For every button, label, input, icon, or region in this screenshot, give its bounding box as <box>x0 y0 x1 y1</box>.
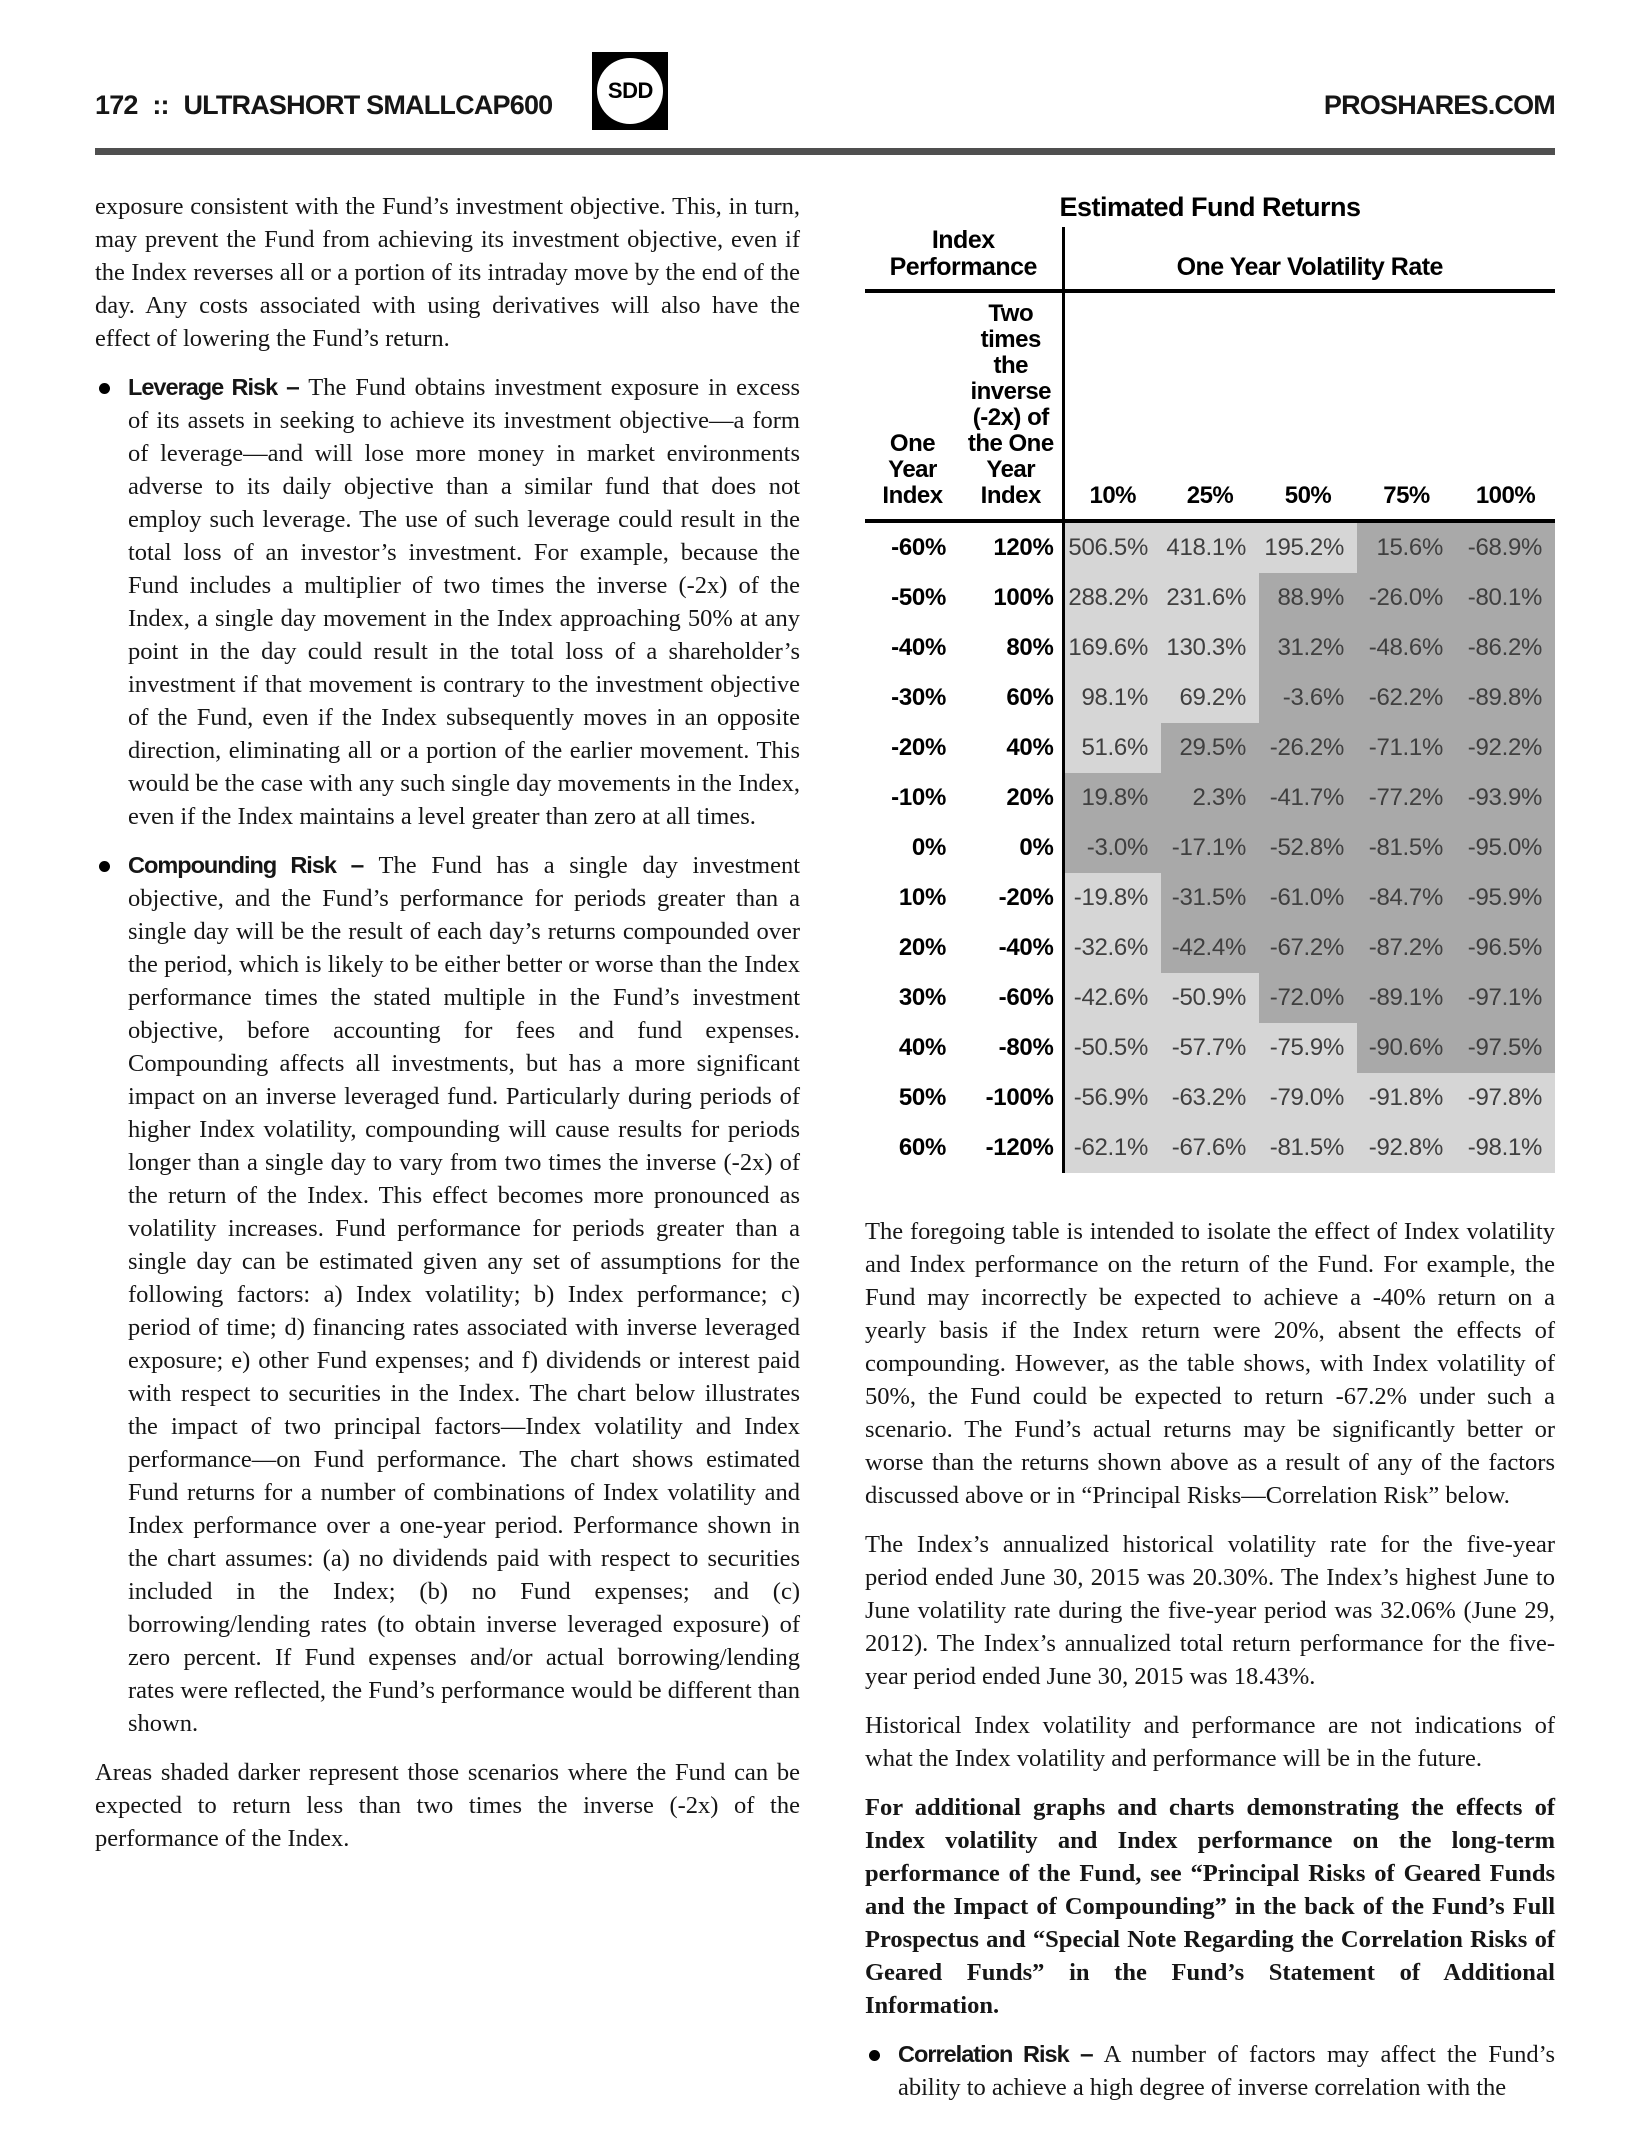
col-header-one-year-index: One Year Index <box>865 291 960 521</box>
fund-return-cell: -42.6% <box>1063 973 1161 1023</box>
col-header-two-times-inverse: Two times the inverse (-2x) of the One Year Index <box>960 291 1063 521</box>
col-group-index-performance: Index Performance <box>865 227 1063 291</box>
fund-return-cell: 51.6% <box>1063 723 1161 773</box>
index-performance-cell: 0% <box>911 834 946 861</box>
inverse-performance-cell: 0% <box>960 823 1063 873</box>
vol-rate-header: 50% <box>1259 291 1357 521</box>
fund-return-cell: -56.9% <box>1063 1073 1161 1123</box>
fund-return-cell: 418.1% <box>1161 521 1259 573</box>
estimated-fund-returns-table <box>865 227 1555 1173</box>
future-disclaimer-paragraph: Historical Index volatility and performance are not indications of what the Index volatility and performance will be in the future. <box>865 1712 1555 1772</box>
fund-return-cell: -95.9% <box>1456 873 1555 923</box>
intro-paragraph: exposure consistent with the Fund’s investment objective. This, in turn, may prevent the Fund from achieving its investment objective, even if the Index reverses all or a portion of its intraday move by the end of the day. Any costs associated with using derivatives will also have the effect of lowering the Fund’s return. <box>95 193 800 352</box>
inverse-performance-cell: 60% <box>960 673 1063 723</box>
inverse-performance-cell: 80% <box>960 623 1063 673</box>
vol-rate-header: 100% <box>1456 291 1555 521</box>
risk-label: Leverage Risk <box>128 374 278 400</box>
fund-return-cell: -81.5% <box>1357 823 1456 873</box>
returns-table-body <box>865 521 1555 1173</box>
fund-return-cell: -67.6% <box>1161 1123 1259 1173</box>
inverse-performance-cell: -40% <box>960 923 1063 973</box>
fund-return-cell: -19.8% <box>1063 873 1161 923</box>
website-text: PROSHARES.COM <box>1323 90 1555 120</box>
correlation-risk-paragraph <box>898 2038 1555 2104</box>
vol-rate-header: 10% <box>1063 291 1161 521</box>
fund-return-cell: -97.8% <box>1456 1073 1555 1123</box>
fund-return-cell: -68.9% <box>1456 521 1555 573</box>
index-performance-cell: -50% <box>891 584 946 611</box>
col-group-volatility-rate: One Year Volatility Rate <box>1063 227 1555 291</box>
fund-return-cell: 130.3% <box>1161 623 1259 673</box>
table-row <box>865 1023 1555 1073</box>
fund-return-cell: 169.6% <box>1063 623 1161 673</box>
fund-return-cell: 88.9% <box>1259 573 1357 623</box>
table-row <box>865 521 1555 573</box>
header-rule <box>95 148 1555 155</box>
index-performance-cell: -30% <box>891 684 946 711</box>
fund-return-cell: -75.9% <box>1259 1023 1357 1073</box>
fund-return-cell: -89.8% <box>1456 673 1555 723</box>
fund-return-cell: 31.2% <box>1259 623 1357 673</box>
fund-return-cell: -50.5% <box>1063 1023 1161 1073</box>
table-row <box>865 1073 1555 1123</box>
page-header <box>95 50 1555 130</box>
fund-return-cell: -62.1% <box>1063 1123 1161 1173</box>
index-performance-cell: -10% <box>891 784 946 811</box>
inverse-performance-cell: 100% <box>960 573 1063 623</box>
table-row <box>865 723 1555 773</box>
table-row <box>865 1123 1555 1173</box>
fund-return-cell: 29.5% <box>1161 723 1259 773</box>
index-performance-cell: -20% <box>891 734 946 761</box>
fund-return-cell: -87.2% <box>1357 923 1456 973</box>
index-performance-cell: 10% <box>898 884 946 911</box>
fund-logo <box>592 52 668 130</box>
fund-return-cell: 288.2% <box>1063 573 1161 623</box>
fund-return-cell: 19.8% <box>1063 773 1161 823</box>
risk-text: The Fund obtains investment exposure in excess of its assets in seeking to achieve its investment objective—a form of leverage—and will lose more money in market environments adverse to its daily objective than a similar fund that does not employ such leverage. The use of such leverage could result in the total loss of an investor’s investment. For example, because the Fund includes a multiplier of two times the inverse (-2x) of the Index, a single day movement in the Index approaching 50% at any point in the day could result in the total loss of a shareholder’s investment if that movement is contrary to the investment objective of the Fund, even if the Index subsequently moves in an opposite direction, eliminating all or a portion of the earlier movement. This would be the case with any such single day movements in the Index, even if the Index maintains a level greater than zero at all times. <box>128 374 801 830</box>
left-column <box>95 190 800 2120</box>
fund-return-cell: -26.2% <box>1259 723 1357 773</box>
risk-label: Compounding Risk <box>128 852 336 878</box>
fund-return-cell: -97.5% <box>1456 1023 1555 1073</box>
fund-return-cell: -81.5% <box>1259 1123 1357 1173</box>
compounding-risk-paragraph <box>128 849 800 1740</box>
inverse-performance-cell: -80% <box>960 1023 1063 1073</box>
fund-return-cell: -48.6% <box>1357 623 1456 673</box>
fund-return-cell: -84.7% <box>1357 873 1456 923</box>
fund-return-cell: -80.1% <box>1456 573 1555 623</box>
risk-label: Correlation Risk <box>898 2041 1069 2067</box>
fund-return-cell: -92.8% <box>1357 1123 1456 1173</box>
fund-return-cell: -98.1% <box>1456 1123 1555 1173</box>
fund-return-cell: -86.2% <box>1456 623 1555 673</box>
page-body <box>95 190 1555 2120</box>
historical-volatility-paragraph: The Index’s annualized historical volatility rate for the five-year period ended June 30, 2015 was 20.30%. The Index’s highest June to June volatility rate during the five-year period was 32.06% (June 29, 2012). The Index’s annualized total return performance for the five-year period ended June 30, 2015 was 18.43%. <box>865 1531 1555 1690</box>
fund-return-cell: -26.0% <box>1357 573 1456 623</box>
fund-return-cell: -79.0% <box>1259 1073 1357 1123</box>
additional-charts-paragraph: For additional graphs and charts demonstrating the effects of Index volatility and Index performance on the long-term performance of the Fund, see “Principal Risks of Geared Funds and the Impact of Compounding” in the back of the Fund’s Full Prospectus and “Special Note Regarding the Correlation Risks of Geared Funds” in the Fund’s Statement of Additional Information. <box>865 1794 1555 2019</box>
risk-dash: – <box>350 852 365 879</box>
vol-rate-header: 25% <box>1161 291 1259 521</box>
fund-return-cell: -96.5% <box>1456 923 1555 973</box>
table-row <box>865 623 1555 673</box>
index-performance-cell: 40% <box>898 1034 946 1061</box>
inverse-performance-cell: -120% <box>960 1123 1063 1173</box>
index-performance-cell: 30% <box>898 984 946 1011</box>
fund-return-cell: -3.0% <box>1063 823 1161 873</box>
header-left <box>95 90 552 130</box>
leverage-risk-paragraph <box>128 371 800 833</box>
inverse-performance-cell: -100% <box>960 1073 1063 1123</box>
fund-return-cell: 2.3% <box>1161 773 1259 823</box>
fund-return-cell: -67.2% <box>1259 923 1357 973</box>
list-item-leverage-risk <box>95 371 800 833</box>
index-performance-cell: 60% <box>898 1134 946 1161</box>
table-title: Estimated Fund Returns <box>1059 192 1361 222</box>
risk-text: A number of factors may affect the Fund’s ability to achieve a high degree of inverse correlation with the <box>898 2041 1555 2101</box>
fund-return-cell: -3.6% <box>1259 673 1357 723</box>
inverse-performance-cell: 20% <box>960 773 1063 823</box>
risk-text: The Fund has a single day investment objective, and the Fund’s performance for periods greater than a single day will be the result of each day’s returns compounded over the period, which is likely to be either better or worse than the Index performance times the stated multiple in the Fund’s investment objective, before accounting for fees and fund expenses. Compounding affects all investments, but has a more significant impact on an inverse leveraged fund. Particularly during periods of higher Index volatility, compounding will cause results for periods longer than a single day to vary from two times the inverse (-2x) of the return of the Index. This effect becomes more pronounced as volatility increases. Fund performance for periods greater than a single day can be estimated given any set of assumptions for the following factors: a) Index volatility; b) Index performance; c) period of time; d) financing rates associated with inverse leveraged exposure; e) other Fund expenses; and f) dividends or interest paid with respect to securities in the Index. The chart below illustrates the impact of two principal factors—Index volatility and Index performance—on Fund performance. The chart shows estimated Fund returns for a number of combinations of Index volatility and Index performance over a one-year period. Performance shown in the chart assumes: (a) no dividends paid with respect to securities included in the Index; (b) no Fund expenses; and (c) borrowing/lending rates (to obtain inverse leveraged exposure) of zero percent. If Fund expenses and/or actual borrowing/lending rates were reflected, the Fund’s performance would be different than shown. <box>128 852 801 1737</box>
fund-return-cell: 98.1% <box>1063 673 1161 723</box>
shading-note-paragraph: Areas shaded darker represent those scenarios where the Fund can be expected to return less than two times the inverse (-2x) of the performance of the Index. <box>95 1759 800 1852</box>
vol-rate-header: 75% <box>1357 291 1456 521</box>
fund-return-cell: -62.2% <box>1357 673 1456 723</box>
fund-return-cell: 195.2% <box>1259 521 1357 573</box>
fund-return-cell: -97.1% <box>1456 973 1555 1023</box>
bullet-icon <box>99 861 110 872</box>
risk-dash: – <box>286 374 300 401</box>
fund-return-cell: -93.9% <box>1456 773 1555 823</box>
fund-return-cell: 69.2% <box>1161 673 1259 723</box>
inverse-performance-cell: 40% <box>960 723 1063 773</box>
header-separator: :: <box>152 90 169 120</box>
fund-return-cell: -72.0% <box>1259 973 1357 1023</box>
risk-dash: – <box>1079 2041 1094 2068</box>
list-item-compounding-risk <box>95 849 800 1740</box>
fund-return-cell: -71.1% <box>1357 723 1456 773</box>
fund-return-cell: -92.2% <box>1456 723 1555 773</box>
index-performance-cell: 20% <box>898 934 946 961</box>
table-row <box>865 873 1555 923</box>
bullet-icon <box>869 2050 880 2061</box>
table-row <box>865 823 1555 873</box>
fund-return-cell: -90.6% <box>1357 1023 1456 1073</box>
group-header-row <box>865 227 1555 291</box>
index-performance-cell: -40% <box>891 634 946 661</box>
index-performance-cell: 50% <box>898 1084 946 1111</box>
bullet-icon <box>99 383 110 394</box>
fund-return-cell: -50.9% <box>1161 973 1259 1023</box>
table-row <box>865 923 1555 973</box>
table-row <box>865 573 1555 623</box>
fund-return-cell: -61.0% <box>1259 873 1357 923</box>
fund-return-cell: -91.8% <box>1357 1073 1456 1123</box>
right-column <box>865 190 1555 2120</box>
list-item-correlation-risk <box>865 2038 1555 2104</box>
fund-return-cell: 15.6% <box>1357 521 1456 573</box>
fund-return-cell: 506.5% <box>1063 521 1161 573</box>
fund-return-cell: -89.1% <box>1357 973 1456 1023</box>
table-row <box>865 673 1555 723</box>
fund-return-cell: -17.1% <box>1161 823 1259 873</box>
fund-name: ULTRASHORT SMALLCAP600 <box>183 90 553 120</box>
fund-return-cell: -95.0% <box>1456 823 1555 873</box>
table-row <box>865 973 1555 1023</box>
fund-return-cell: -57.7% <box>1161 1023 1259 1073</box>
fund-return-cell: -77.2% <box>1357 773 1456 823</box>
fund-return-cell: -63.2% <box>1161 1073 1259 1123</box>
table-row <box>865 773 1555 823</box>
fund-return-cell: -41.7% <box>1259 773 1357 823</box>
inverse-performance-cell: -20% <box>960 873 1063 923</box>
fund-return-cell: -31.5% <box>1161 873 1259 923</box>
fund-return-cell: -42.4% <box>1161 923 1259 973</box>
inverse-performance-cell: 120% <box>960 521 1063 573</box>
ticker-badge <box>597 58 663 124</box>
table-discussion-paragraph: The foregoing table is intended to isolate the effect of Index volatility and Index performance on the return of the Fund. For example, the Fund may incorrectly be expected to achieve a -40% return on a yearly basis if the Index return were 20%, absent the effects of compounding. However, as the table shows, with Index volatility of 50%, the Fund could be expected to return -67.2% under such a scenario. The Fund’s actual returns may be significantly better or worse than the returns shown above as a result of any of the factors discussed above or in “Principal Risks—Correlation Risk” below. <box>865 1218 1555 1509</box>
fund-return-cell: -52.8% <box>1259 823 1357 873</box>
inverse-performance-cell: -60% <box>960 973 1063 1023</box>
fund-return-cell: -32.6% <box>1063 923 1161 973</box>
index-performance-cell: -60% <box>891 534 946 561</box>
fund-return-cell: 231.6% <box>1161 573 1259 623</box>
column-header-row <box>865 291 1555 521</box>
page-number: 172 <box>95 90 138 120</box>
ticker-label: SDD <box>607 78 653 103</box>
